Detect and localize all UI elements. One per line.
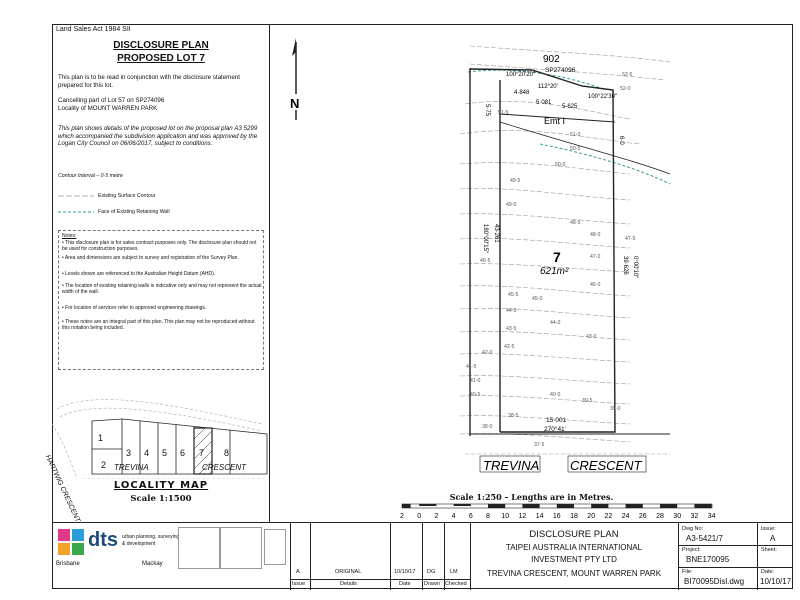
scale-bar: [396, 503, 721, 521]
bearing-right-side: 0°00'10": [632, 256, 638, 279]
svg-text:30: 30: [673, 513, 682, 520]
svg-text:43·0: 43·0: [586, 334, 597, 340]
note-item: • These notes are an integral part of this plan. This plan may not be reproduced without this notation being included.: [62, 319, 255, 331]
company-name: dts: [88, 529, 118, 551]
svg-text:46·0: 46·0: [590, 282, 601, 288]
jasanz-badge-icon: [264, 529, 286, 565]
approval-paragraph: This plan shows details of the proposed lot on the proposal plan A3 5299 which accompanied the subdivision application and was approved by the Logan City Council on 06/06/2017, subject to conditions.: [58, 125, 258, 148]
project-label: Project:: [682, 547, 701, 553]
date-right-value: 10/10/17: [760, 577, 792, 586]
svg-text:51·0: 51·0: [570, 132, 581, 138]
checked-label: Checked: [445, 581, 467, 587]
bearing-top-mid: 112°20': [538, 84, 558, 90]
plan-subtitle: PROPOSED LOT 7: [117, 53, 205, 64]
svg-text:10: 10: [501, 513, 510, 520]
drawn-value: DG: [427, 569, 436, 575]
bearing-left-side: 180°00'15": [482, 224, 488, 254]
svg-text:52·0: 52·0: [620, 86, 631, 92]
iso-badge-icon: [178, 527, 220, 569]
svg-text:48·0: 48·0: [590, 232, 601, 238]
title-block-plan-title: DISCLOSURE PLAN: [529, 529, 619, 540]
distance-seg-1: 4·848: [514, 90, 530, 96]
details-label: Details: [340, 581, 357, 587]
locality-map-scale: Scale 1:1500: [130, 494, 192, 504]
issue-right-value: A: [770, 534, 776, 543]
date-right-label: Date:: [761, 569, 775, 575]
company-tagline-1: urban planning, surveying: [122, 534, 180, 540]
drawn-label: Drawn: [424, 581, 440, 587]
company-tagline-2: & development: [122, 541, 156, 547]
note-item: • Levels shown are referenced to the Australian Height Datum (AHD).: [62, 271, 216, 277]
svg-text:28: 28: [656, 513, 664, 520]
notes-heading: Notes:: [62, 233, 77, 239]
north-label: N: [290, 96, 300, 111]
iso-badge-icon: [220, 527, 262, 569]
svg-text:47·5: 47·5: [625, 236, 636, 242]
note-item: • Area and dimensions are subject to survey and registration of the Survey Plan.: [62, 255, 239, 261]
lot-number: 7: [553, 249, 561, 265]
svg-text:34: 34: [707, 513, 716, 520]
locality-lot-3: 3: [126, 448, 132, 458]
svg-text:42·0: 42·0: [482, 350, 493, 356]
office-mackay: Mackay: [142, 561, 163, 567]
svg-text:39·0: 39·0: [610, 406, 621, 412]
svg-text:45·5: 45·5: [508, 292, 519, 298]
bearing-top-right: 100°22'30": [588, 94, 618, 100]
cancelling-text: Cancelling part of Lot 57 on SP274096: [58, 97, 165, 104]
dwg-no: A3-5421/7: [686, 534, 723, 543]
svg-text:49·5: 49·5: [510, 178, 521, 184]
svg-text:49·0: 49·0: [506, 202, 517, 208]
locality-lot-2: 2: [101, 460, 107, 470]
site-location: TREVINA CRESCENT, MOUNT WARREN PARK: [486, 569, 662, 578]
svg-text:26: 26: [638, 513, 647, 520]
left-panel: [43, 24, 270, 524]
distance-seg-3: 5·625: [562, 104, 578, 110]
notes-box: [58, 230, 264, 370]
svg-text:43·5: 43·5: [506, 326, 517, 332]
date-value: 10/10/17: [394, 569, 416, 575]
locality-lot-6: 6: [180, 448, 186, 458]
svg-text:51·5: 51·5: [498, 110, 509, 116]
plan-title: DISCLOSURE PLAN: [113, 40, 209, 51]
distance-right-emt: 6·0: [618, 136, 624, 145]
issue-value: A: [296, 569, 300, 575]
dwg-no-label: Dwg No:: [682, 526, 704, 532]
file-label: File:: [682, 569, 693, 575]
easement-label: Emt I: [544, 116, 566, 126]
distance-left-emt: 5·75: [484, 104, 490, 117]
client-line-1: TAIPEI AUSTRALIA INTERNATIONAL: [505, 543, 643, 552]
contour-interval: Contour Interval – 0·5 metre: [58, 173, 123, 179]
locality-lot-7: 7: [199, 448, 205, 458]
street-trevina: TREVINA: [483, 458, 540, 473]
title-block: [52, 522, 793, 589]
plan-drawing: [270, 24, 793, 492]
svg-text:39·5: 39·5: [582, 398, 593, 404]
street-crescent: CRESCENT: [570, 458, 642, 473]
adjacent-lot-number: 902: [543, 54, 560, 65]
distance-seg-2: 5·081: [536, 100, 552, 106]
dts-logo-icon: [56, 527, 90, 559]
bearing-top-left: 100°20'20": [506, 72, 536, 78]
legend-retaining-wall: Face of Existing Retaining Wall: [98, 209, 170, 215]
client-line-2: INVESTMENT PTY LTD: [531, 555, 617, 564]
svg-text:38·0: 38·0: [482, 424, 493, 430]
locality-lot-4: 4: [144, 448, 150, 458]
locality-lot-1: 1: [98, 433, 104, 443]
project-number: BNE170095: [686, 555, 730, 564]
svg-text:18: 18: [570, 513, 578, 520]
locality-street-hartwig: HARTWIG CRESCENT: [43, 454, 82, 524]
svg-text:16: 16: [552, 513, 561, 520]
note-item: • This disclosure plan is for sales contract purposes only. The disclosure plan should not be used for construction purposes.: [62, 240, 257, 252]
sheet-label: Sheet:: [761, 547, 777, 553]
issue-right-label: Issue:: [761, 526, 776, 532]
svg-text:38·5: 38·5: [508, 413, 519, 419]
office-brisbane: Brisbane: [56, 561, 80, 567]
lot-area: 621m²: [540, 266, 569, 277]
svg-text:48·5: 48·5: [570, 220, 581, 226]
svg-text:46·5: 46·5: [480, 258, 491, 264]
svg-text:6: 6: [468, 513, 473, 520]
svg-text:2: 2: [434, 513, 439, 520]
svg-text:14: 14: [535, 513, 544, 520]
details-value: ORIGINAL: [335, 569, 362, 575]
svg-text:4: 4: [451, 513, 456, 520]
scale-ticks: [400, 513, 716, 520]
svg-text:40·5: 40·5: [470, 392, 481, 398]
file-name: BI70095Disl.dwg: [684, 577, 745, 586]
svg-text:47·0: 47·0: [590, 254, 601, 260]
svg-text:50·0: 50·0: [555, 162, 566, 168]
svg-text:42·5: 42·5: [504, 344, 515, 350]
act-reference: Land Sales Act 1984 SII: [56, 26, 131, 33]
svg-text:45·0: 45·0: [532, 296, 543, 302]
distance-left-total: 43·261: [493, 224, 499, 243]
note-item: • For location of services refer to approved engineering drawings.: [62, 305, 207, 311]
locality-map-title: LOCALITY MAP: [113, 480, 209, 491]
scale-bar-caption: Scale 1:250 – Lengths are in Metres.: [449, 492, 614, 502]
distance-bottom: 15·001: [546, 417, 567, 424]
svg-text:37·5: 37·5: [534, 442, 545, 448]
svg-text:20: 20: [587, 513, 596, 520]
legend-existing-contour: Existing Surface Contour: [98, 193, 156, 199]
svg-text:2: 2: [400, 513, 404, 520]
svg-text:40·0: 40·0: [550, 392, 561, 398]
svg-text:44·0: 44·0: [550, 320, 561, 326]
svg-text:8: 8: [486, 513, 490, 520]
intro-paragraph-1: This plan is to be read in conjunction with the disclosure statement prepared for this lot.: [58, 74, 240, 89]
adjacent-sp: SP274096: [545, 67, 576, 74]
svg-text:32: 32: [690, 513, 699, 520]
locality-lot-5: 5: [162, 448, 168, 458]
locality-street-trevina: TREVINA: [114, 463, 149, 472]
checked-value: LM: [450, 569, 458, 575]
svg-text:22: 22: [604, 513, 613, 520]
issue-label: Issue: [292, 581, 306, 587]
bearing-bottom: 270°41': [544, 426, 566, 433]
svg-text:12: 12: [518, 513, 527, 520]
date-label: Date: [399, 581, 411, 587]
contour-labels: [466, 72, 635, 448]
svg-text:41·5: 41·5: [466, 364, 477, 370]
locality-text: Locality of MOUNT WARREN PARK: [58, 105, 158, 112]
locality-lot-8: 8: [224, 448, 230, 458]
distance-right-total: 39·626: [622, 256, 628, 275]
svg-text:41·0: 41·0: [470, 378, 481, 384]
note-item: • The location of existing retaining walls is indicative only and may not represent the actual width of the wall.: [62, 283, 262, 295]
svg-text:0: 0: [417, 513, 422, 520]
svg-text:52·5: 52·5: [622, 72, 633, 78]
svg-text:44·5: 44·5: [506, 308, 517, 314]
locality-street-crescent: CRESCENT: [202, 463, 247, 472]
svg-text:24: 24: [621, 513, 630, 520]
svg-text:50·5: 50·5: [570, 146, 581, 152]
